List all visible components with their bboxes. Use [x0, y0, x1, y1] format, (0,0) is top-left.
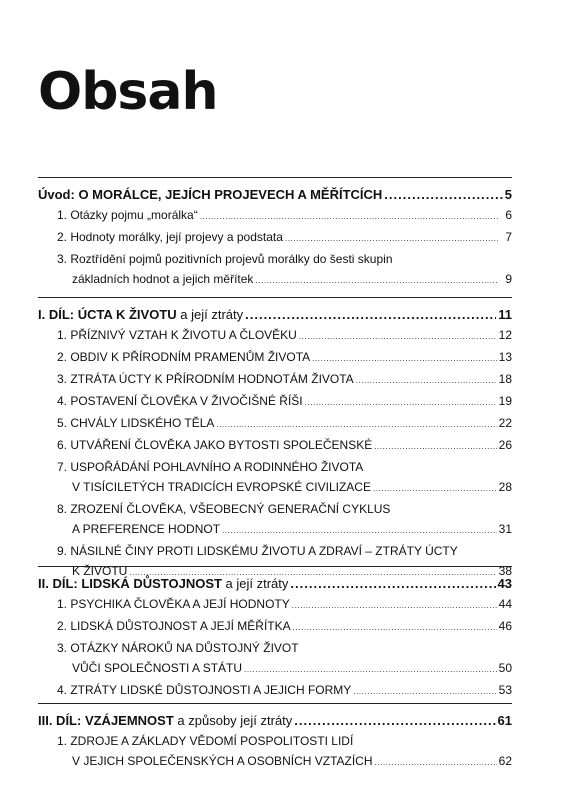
toc-section-intro: [38, 177, 512, 291]
page-number: 38: [498, 564, 512, 578]
page-number: 19: [498, 394, 512, 408]
heading-bold-text: I. DÍL: ÚCTA K ŽIVOTU: [38, 307, 177, 322]
heading-rest-text: a její ztráty: [176, 307, 244, 322]
toc-item[interactable]: [38, 435, 512, 457]
dot-leader: [312, 347, 497, 369]
page-number: 50: [498, 661, 512, 675]
toc-section-part-3: [38, 703, 512, 773]
item-title-continued: V TISÍCILETÝCH TRADICÍCH EVROPSKÉ CIVILIZACE: [72, 480, 371, 494]
page-number: 7: [505, 230, 512, 244]
item-title: 1. PSYCHIKA ČLOVĚKA A JEJÍ HODNOTY: [57, 597, 290, 611]
toc-item[interactable]: [38, 499, 512, 541]
item-title: 5. CHVÁLY LIDSKÉHO TĚLA: [57, 416, 215, 430]
toc-item[interactable]: [38, 391, 512, 413]
dot-leader: [292, 594, 497, 616]
dot-leader: [255, 269, 498, 291]
item-title: 3. OTÁZKY NÁROKŮ NA DŮSTOJNÝ ŽIVOT: [57, 641, 299, 655]
item-title: 4. ZTRÁTY LIDSKÉ DŮSTOJNOSTI A JEJICH FORMY: [57, 683, 352, 697]
page-number: 62: [498, 754, 512, 768]
toc-heading[interactable]: [38, 574, 512, 594]
toc-item[interactable]: [38, 731, 512, 773]
item-title: 2. OBDIV K PŘÍRODNÍM PRAMENŮM ŽIVOTA: [57, 350, 311, 364]
toc-heading[interactable]: [38, 305, 512, 325]
toc-heading[interactable]: [38, 711, 512, 731]
item-title: 7. USPOŘÁDÁNÍ POHLAVNÍHO A RODINNÉHO ŽIVOTA: [57, 460, 364, 474]
toc-heading[interactable]: [38, 185, 512, 205]
toc-item[interactable]: [38, 638, 512, 680]
section-divider: [38, 177, 512, 178]
toc-item[interactable]: [38, 616, 512, 638]
toc-item[interactable]: [38, 457, 512, 499]
toc-item[interactable]: [38, 249, 512, 291]
heading-bold-text: II. DÍL: LIDSKÁ DŮSTOJNOST: [38, 576, 222, 591]
dot-leader: [290, 574, 495, 594]
heading-rest-text: a způsoby její ztráty: [173, 713, 293, 728]
toc-item[interactable]: [38, 347, 512, 369]
section-divider: [38, 566, 512, 567]
item-title: 2. LIDSKÁ DŮSTOJNOST A JEJÍ MĚŘÍTKA: [57, 619, 291, 633]
dot-leader: [200, 205, 498, 227]
section-divider: [38, 703, 512, 704]
dot-leader: [285, 227, 498, 249]
item-title: 4. POSTAVENÍ ČLOVĚKA V ŽIVOČIŠNÉ ŘÍŠI: [57, 394, 303, 408]
dot-leader: [216, 413, 496, 435]
toc-item[interactable]: [38, 227, 512, 249]
page-number: 43: [497, 576, 512, 591]
toc-section-part-2: [38, 566, 512, 702]
dot-leader: [244, 658, 497, 680]
item-title: 6. UTVÁŘENÍ ČLOVĚKA JAKO BYTOSTI SPOLEČENSKÉ: [57, 438, 373, 452]
item-title: 1. ZDROJE A ZÁKLADY VĚDOMÍ POSPOLITOSTI LIDÍ: [57, 734, 354, 748]
dot-leader: [222, 519, 497, 541]
page-number: 9: [505, 272, 512, 286]
heading-bold-text: Úvod: O MORÁLCE, JEJÍCH PROJEVECH A MĚŘÍTCÍCH: [38, 187, 383, 202]
item-title-continued: V JEJICH SPOLEČENSKÝCH A OSOBNÍCH VZTAZÍCH: [72, 754, 373, 768]
page-number: 31: [498, 522, 512, 536]
dot-leader: [293, 616, 497, 638]
toc-item[interactable]: [38, 413, 512, 435]
page-title: Obsah: [38, 62, 218, 122]
page-number: 61: [497, 713, 512, 728]
dot-leader: [373, 477, 497, 499]
page-number: 53: [498, 683, 512, 697]
item-title: 1. Otázky pojmu „morálka“: [57, 208, 198, 222]
toc-item[interactable]: [38, 205, 512, 227]
page-number: 28: [498, 480, 512, 494]
section-divider: [38, 297, 512, 298]
item-title: 2. Hodnoty morálky, její projevy a podstata: [57, 230, 283, 244]
page-number: 13: [498, 350, 512, 364]
dot-leader: [245, 305, 496, 325]
toc-item[interactable]: [38, 325, 512, 347]
dot-leader: [305, 391, 497, 413]
toc-section-part-1: [38, 297, 512, 583]
item-title: 3. Roztřídění pojmů pozitivních projevů morálky do šesti skupin: [57, 252, 393, 266]
dot-leader: [299, 325, 497, 347]
page-number: 11: [498, 307, 512, 322]
item-title-continued: K ŽIVOTU: [72, 564, 128, 578]
page-number: 22: [498, 416, 512, 430]
item-title: 9. NÁSILNÉ ČINY PROTI LIDSKÉMU ŽIVOTU A ZDRAVÍ – ZTRÁTY ÚCTY: [57, 544, 458, 558]
page-number: 44: [498, 597, 512, 611]
page-number: 26: [498, 438, 512, 452]
page-number: 5: [504, 187, 512, 202]
heading-bold-text: III. DÍL: VZÁJEMNOST: [38, 713, 174, 728]
dot-leader: [384, 185, 502, 205]
item-title-continued: A PREFERENCE HODNOT: [72, 522, 221, 536]
toc-item[interactable]: [38, 369, 512, 391]
item-title: 8. ZROZENÍ ČLOVĚKA, VŠEOBECNÝ GENERAČNÍ CYKLUS: [57, 502, 391, 516]
page-number: 46: [498, 619, 512, 633]
dot-leader: [375, 751, 497, 773]
toc-item[interactable]: [38, 594, 512, 616]
dot-leader: [374, 435, 496, 457]
heading-rest-text: a její ztráty: [221, 576, 289, 591]
item-title: 3. ZTRÁTA ÚCTY K PŘÍRODNÍM HODNOTÁM ŽIVOTA: [57, 372, 354, 386]
page-number: 18: [498, 372, 512, 386]
dot-leader: [294, 711, 495, 731]
dot-leader: [353, 680, 496, 702]
toc-item[interactable]: [38, 680, 512, 702]
page-number: 12: [498, 328, 512, 342]
item-title-continued: VŮČI SPOLEČNOSTI A STÁTU: [72, 661, 243, 675]
page-number: 6: [505, 208, 512, 222]
item-title-continued: základních hodnot a jejich měřítek: [72, 272, 254, 286]
dot-leader: [356, 369, 497, 391]
item-title: 1. PŘÍZNIVÝ VZTAH K ŽIVOTU A ČLOVĚKU: [57, 328, 297, 342]
